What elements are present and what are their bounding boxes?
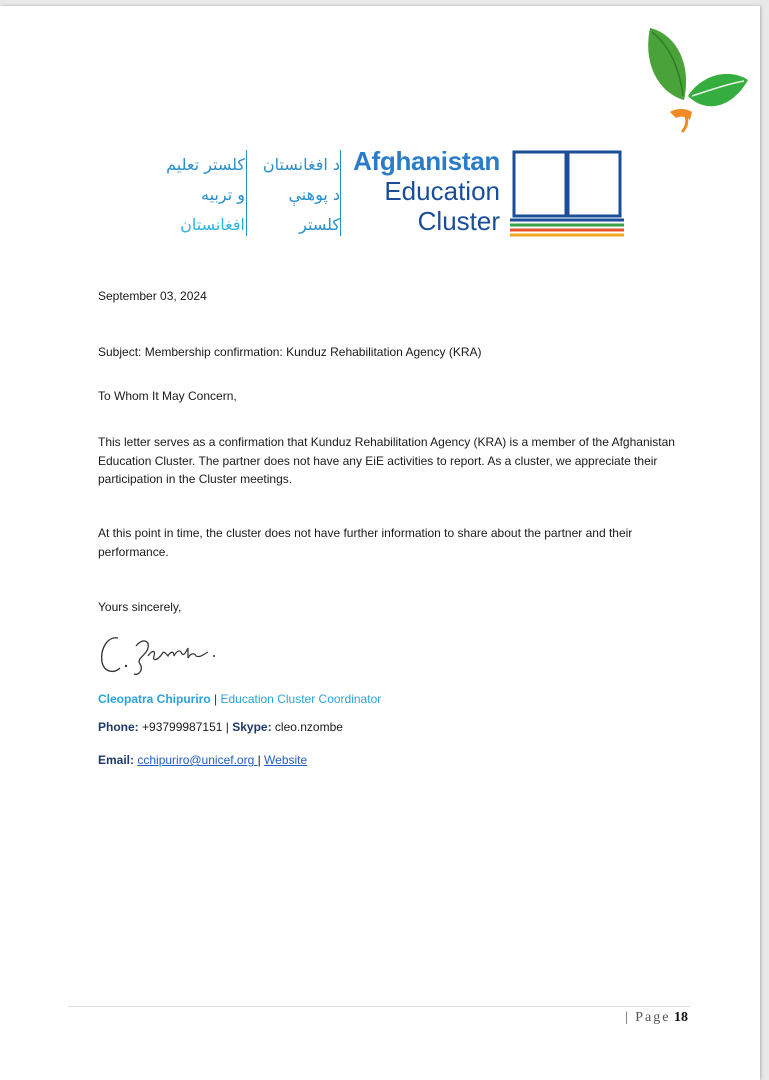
handwritten-signature — [96, 628, 226, 680]
signatory-role: Education Cluster Coordinator — [220, 692, 382, 706]
logo-english-line: Education — [384, 176, 500, 206]
skype-label: Skype: — [232, 720, 272, 734]
skype-value: cleo.nzombe — [271, 720, 343, 734]
letter-salutation: To Whom It May Concern, — [98, 389, 237, 403]
letter-paragraph: At this point in time, the cluster does not have further information to share about the partner and their performance. — [98, 526, 633, 559]
open-book-icon — [510, 148, 624, 238]
page-label: | Page — [624, 1010, 671, 1025]
logo-english-line: Cluster — [417, 206, 500, 236]
document-page — [0, 6, 760, 1080]
logo-dari-line: افغانستان — [180, 215, 245, 234]
leaf-logo-icon — [640, 24, 752, 136]
education-cluster-logo — [140, 146, 630, 242]
email-website-line — [98, 753, 307, 767]
logo-dari-column-2 — [240, 150, 340, 240]
logo-english-line: Afghanistan — [353, 146, 500, 176]
logo-dari-line: د پوهنې — [288, 185, 340, 204]
signatory-line — [98, 692, 381, 706]
logo-english-title — [348, 146, 500, 236]
logo-dari-line: د افغانستان — [262, 155, 340, 174]
logo-dari-line: و تربیه — [201, 185, 245, 204]
phone-label: Phone: — [98, 720, 139, 734]
separator: | — [210, 692, 221, 706]
logo-dari-column-1 — [135, 150, 245, 240]
logo-dari-line: کلستر — [299, 215, 340, 234]
website-link[interactable]: Website — [264, 753, 308, 767]
phone-skype-line — [98, 720, 343, 734]
email-label: Email: — [98, 753, 135, 767]
signatory-name: Cleopatra Chipuriro — [98, 692, 211, 706]
footer-rule — [68, 1006, 690, 1007]
phone-value: +93799987151 | — [138, 720, 233, 734]
letter-paragraph: This letter serves as a confirmation that Kunduz Rehabilitation Agency (KRA) is a member of the Afghanistan Education Cluster. The partner does not have any EiE activities to report. As a cluster, we appreciate their participation in the Cluster meetings. — [98, 435, 675, 486]
email-link[interactable]: cchipuriro@unicef.org — [137, 753, 258, 767]
letter-subject: Subject: Membership confirmation: Kunduz Rehabilitation Agency (KRA) — [98, 345, 482, 359]
logo-divider — [340, 150, 341, 236]
separator: | — [257, 753, 265, 767]
page-number: 18 — [674, 1010, 688, 1025]
logo-dari-line: کلستر تعلیم — [166, 155, 245, 174]
letter-date: September 03, 2024 — [98, 289, 207, 303]
letter-closing: Yours sincerely, — [98, 600, 182, 614]
page-footer — [625, 1010, 688, 1026]
